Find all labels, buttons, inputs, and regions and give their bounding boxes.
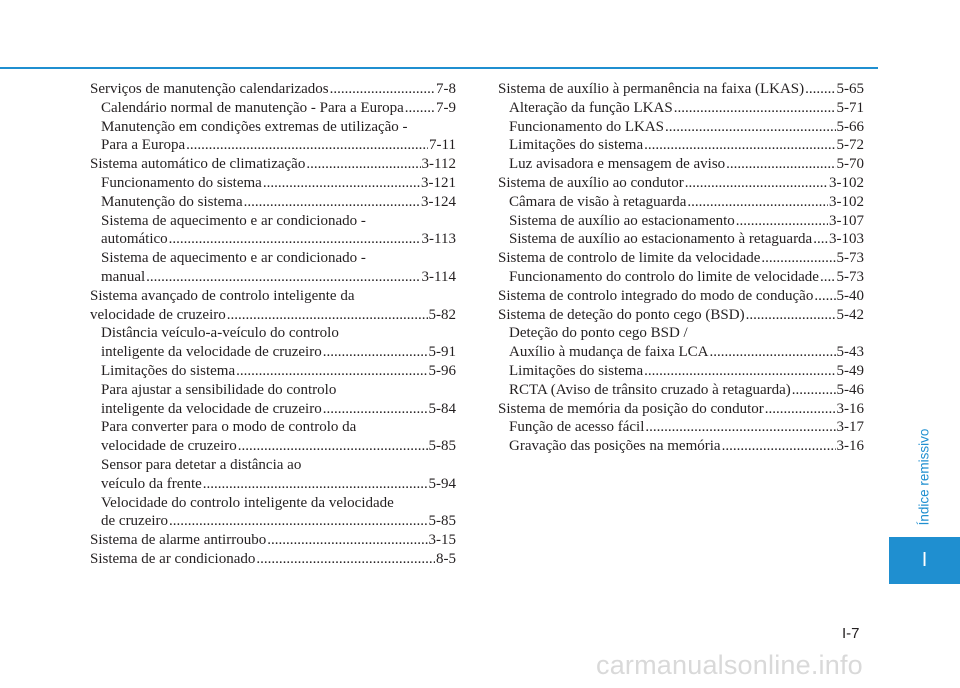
- index-entry[interactable]: [498, 230, 864, 249]
- index-entry[interactable]: [498, 136, 864, 155]
- index-entry-text: Sistema avançado de controlo inteligente da: [90, 287, 355, 304]
- dot-leader: [820, 268, 836, 287]
- index-entry-text: Sistema de alarme antirroubo: [90, 532, 267, 549]
- index-entry-text: automático: [101, 231, 168, 248]
- index-column-left: [90, 80, 456, 569]
- dot-leader: [687, 193, 828, 212]
- index-entry[interactable]: [90, 456, 456, 494]
- index-entry[interactable]: [498, 174, 864, 193]
- index-entry-text: Função de acesso fácil: [509, 419, 645, 436]
- index-entry[interactable]: [498, 324, 864, 362]
- index-entry-text: Limitações do sistema: [509, 362, 644, 379]
- index-entry-text: Sistema automático de climatização: [90, 156, 306, 173]
- dot-leader: [792, 381, 836, 400]
- index-entry[interactable]: [90, 80, 456, 99]
- dot-leader: [306, 155, 420, 174]
- index-entry-page: 5-72: [836, 137, 864, 154]
- index-entry[interactable]: [90, 174, 456, 193]
- index-entry-text: Sistema de controlo de limite da velocidade: [498, 250, 761, 267]
- dot-leader: [236, 362, 427, 381]
- index-entry-text: Funcionamento do LKAS: [509, 118, 664, 135]
- dot-leader: [674, 99, 836, 118]
- index-entry-text: Sistema de aquecimento e ar condicionado -: [101, 250, 366, 267]
- index-entry[interactable]: [498, 268, 864, 287]
- section-tab[interactable]: [889, 537, 960, 584]
- index-entry-page: 3-114: [421, 268, 456, 285]
- index-entry-text: Sistema de auxílio ao estacionamento à retaguarda: [509, 231, 813, 248]
- index-entry[interactable]: [90, 550, 456, 569]
- index-entry-text: Para ajustar a sensibilidade do controlo: [101, 381, 337, 398]
- index-entry-page: 3-124: [421, 193, 456, 210]
- index-entry-page: 5-70: [836, 156, 864, 173]
- watermark: carmanualsonline.info: [596, 650, 863, 680]
- index-entry-text: velocidade de cruzeiro: [90, 306, 226, 323]
- section-label: Índice remissivo: [916, 428, 932, 526]
- dot-leader: [722, 437, 836, 456]
- index-entry[interactable]: [90, 99, 456, 118]
- dot-leader: [169, 230, 421, 249]
- index-entry-page: 3-15: [428, 532, 456, 549]
- index-entry-text: veículo da frente: [101, 475, 202, 492]
- dot-leader: [726, 155, 835, 174]
- index-entry-text: Sistema de aquecimento e ar condicionado -: [101, 212, 366, 229]
- dot-leader: [203, 475, 428, 494]
- index-entry[interactable]: [498, 80, 864, 99]
- index-entry-text: inteligente da velocidade de cruzeiro: [101, 344, 322, 361]
- index-entry-text: Sistema de auxílio ao estacionamento: [509, 212, 735, 229]
- index-entry[interactable]: [90, 531, 456, 550]
- index-entry[interactable]: [90, 494, 456, 532]
- dot-leader: [736, 212, 828, 231]
- index-entry-page: 3-121: [421, 174, 456, 191]
- index-entry-page: 5-94: [428, 475, 456, 492]
- index-entry-page: 3-16: [836, 438, 864, 455]
- index-entry-page: 3-102: [829, 174, 864, 191]
- index-entry[interactable]: [90, 118, 456, 156]
- index-entry[interactable]: [498, 362, 864, 381]
- index-entry-text: Gravação das posições na memória: [509, 438, 721, 455]
- index-entry-text: Sistema de ar condicionado: [90, 550, 256, 567]
- index-entry-page: 3-102: [829, 193, 864, 210]
- index-entry[interactable]: [90, 249, 456, 287]
- index-entry-page: 5-84: [428, 400, 456, 417]
- dot-leader: [227, 306, 428, 325]
- index-entry-text: Limitações do sistema: [101, 362, 236, 379]
- header-rule: [0, 67, 878, 69]
- index-entry[interactable]: [90, 193, 456, 212]
- index-entry-page: 5-40: [836, 287, 864, 304]
- index-entry-page: 5-43: [836, 344, 864, 361]
- index-entry[interactable]: [498, 381, 864, 400]
- dot-leader: [685, 174, 828, 193]
- index-entry-text: Manutenção em condições extremas de utilização -: [101, 118, 408, 135]
- index-entry-text: Sistema de auxílio ao condutor: [498, 174, 684, 191]
- section-tab-letter: I: [921, 549, 928, 571]
- dot-leader: [169, 512, 427, 531]
- dot-leader: [765, 400, 836, 419]
- index-entry-text: Sistema de controlo integrado do modo de condução: [498, 287, 814, 304]
- index-entry[interactable]: [90, 155, 456, 174]
- index-entry-text: manual: [101, 268, 146, 285]
- index-entry[interactable]: [498, 418, 864, 437]
- index-entry-text: Distância veículo-a-veículo do controlo: [101, 325, 339, 342]
- index-entry-page: 7-8: [436, 81, 456, 97]
- dot-leader: [267, 531, 427, 550]
- dot-leader: [323, 343, 428, 362]
- index-entry-text: Limitações do sistema: [509, 137, 644, 154]
- index-entry-page: 5-85: [428, 438, 456, 455]
- index-entry-text: Sistema de auxílio à permanência na faixa (LKAS): [498, 81, 805, 97]
- index-entry-page: 5-96: [428, 362, 456, 379]
- dot-leader: [805, 80, 835, 99]
- index-entry[interactable]: [498, 193, 864, 212]
- dot-leader: [813, 230, 828, 249]
- index-entry-text: Sistema de memória da posição do condutor: [498, 400, 764, 417]
- index-entry[interactable]: [498, 437, 864, 456]
- index-entry-text: RCTA (Aviso de trânsito cruzado à retaguarda): [509, 381, 791, 398]
- index-entry-page: 5-85: [428, 513, 456, 530]
- index-entry[interactable]: [90, 418, 456, 456]
- index-entry-page: 5-73: [836, 250, 864, 267]
- index-entry[interactable]: [498, 287, 864, 306]
- index-entry-text: Para converter para o modo de controlo da: [101, 419, 357, 436]
- page-number: I-7: [842, 625, 860, 642]
- index-entry-text: Manutenção do sistema: [101, 193, 243, 210]
- index-entry-text: inteligente da velocidade de cruzeiro: [101, 400, 322, 417]
- index-entry[interactable]: [498, 155, 864, 174]
- index-entry-text: Velocidade do controlo inteligente da velocidade: [101, 494, 394, 511]
- index-entry-text: velocidade de cruzeiro: [101, 438, 237, 455]
- dot-leader: [644, 136, 835, 155]
- index-entry-page: 5-46: [836, 381, 864, 398]
- index-entry-page: 3-113: [421, 231, 456, 248]
- dot-leader: [761, 249, 835, 268]
- index-entry-page: 5-65: [836, 81, 864, 97]
- index-entry-text: Deteção do ponto cego BSD /: [509, 325, 688, 342]
- index-entry[interactable]: [90, 362, 456, 381]
- index-entry-page: 5-71: [836, 99, 864, 116]
- dot-leader: [814, 287, 835, 306]
- index-entry-text: Câmara de visão à retaguarda: [509, 193, 687, 210]
- dot-leader: [256, 550, 435, 569]
- index-entry-text: Sensor para detetar a distância ao: [101, 456, 302, 473]
- index-entry-text: Funcionamento do sistema: [101, 174, 262, 191]
- index-entry-text: Alteração da função LKAS: [509, 99, 673, 116]
- dot-leader: [238, 437, 428, 456]
- dot-leader: [645, 418, 835, 437]
- dot-leader: [263, 174, 420, 193]
- index-entry-page: 5-66: [836, 118, 864, 135]
- index-entry-text: de cruzeiro: [101, 513, 169, 530]
- index-entry-text: Luz avisadora e mensagem de aviso: [509, 156, 726, 173]
- index-entry-page: 5-73: [836, 268, 864, 285]
- index-entry[interactable]: [498, 118, 864, 137]
- dot-leader: [746, 306, 836, 325]
- dot-leader: [405, 99, 435, 118]
- index-entry-page: 3-103: [829, 231, 864, 248]
- dot-leader: [710, 343, 836, 362]
- index-entry[interactable]: [90, 381, 456, 419]
- index-entry-page: 7-9: [436, 99, 456, 116]
- index-entry-page: 5-82: [428, 306, 456, 323]
- index-entry[interactable]: [498, 99, 864, 118]
- index-entry-page: 5-42: [836, 306, 864, 323]
- index-entry-text: Para a Europa: [101, 137, 186, 154]
- dot-leader: [146, 268, 420, 287]
- index-entry[interactable]: [498, 249, 864, 268]
- index-entry-text: Funcionamento do controlo do limite de velocidade: [509, 268, 819, 285]
- dot-leader: [665, 118, 836, 137]
- index-entry-text: Auxílio à mudança de faixa LCA: [509, 344, 709, 361]
- index-entry[interactable]: [498, 306, 864, 325]
- index-entry-page: 8-5: [436, 550, 456, 567]
- index-entry-page: 3-16: [836, 400, 864, 417]
- dot-leader: [244, 193, 420, 212]
- index-entry-text: Calendário normal de manutenção - Para a Europa: [101, 99, 404, 116]
- index-entry-page: 5-49: [836, 362, 864, 379]
- index-entry-page: 5-91: [428, 344, 456, 361]
- dot-leader: [186, 136, 428, 155]
- index-entry-text: Sistema de deteção do ponto cego (BSD): [498, 306, 745, 323]
- index-entry-page: 7-11: [429, 137, 456, 154]
- dot-leader: [644, 362, 835, 381]
- index-entry[interactable]: [90, 287, 456, 325]
- index-entry[interactable]: [90, 324, 456, 362]
- index-entry-page: 3-107: [829, 212, 864, 229]
- index-entry[interactable]: [90, 212, 456, 250]
- index-entry-text: Serviços de manutenção calendarizados: [90, 81, 329, 97]
- index-entry-page: 3-112: [421, 156, 456, 173]
- index-entry[interactable]: [498, 212, 864, 231]
- dot-leader: [323, 400, 428, 419]
- index-column-right: [498, 80, 864, 456]
- index-entry-page: 3-17: [836, 419, 864, 436]
- index-entry[interactable]: [498, 400, 864, 419]
- dot-leader: [330, 80, 435, 99]
